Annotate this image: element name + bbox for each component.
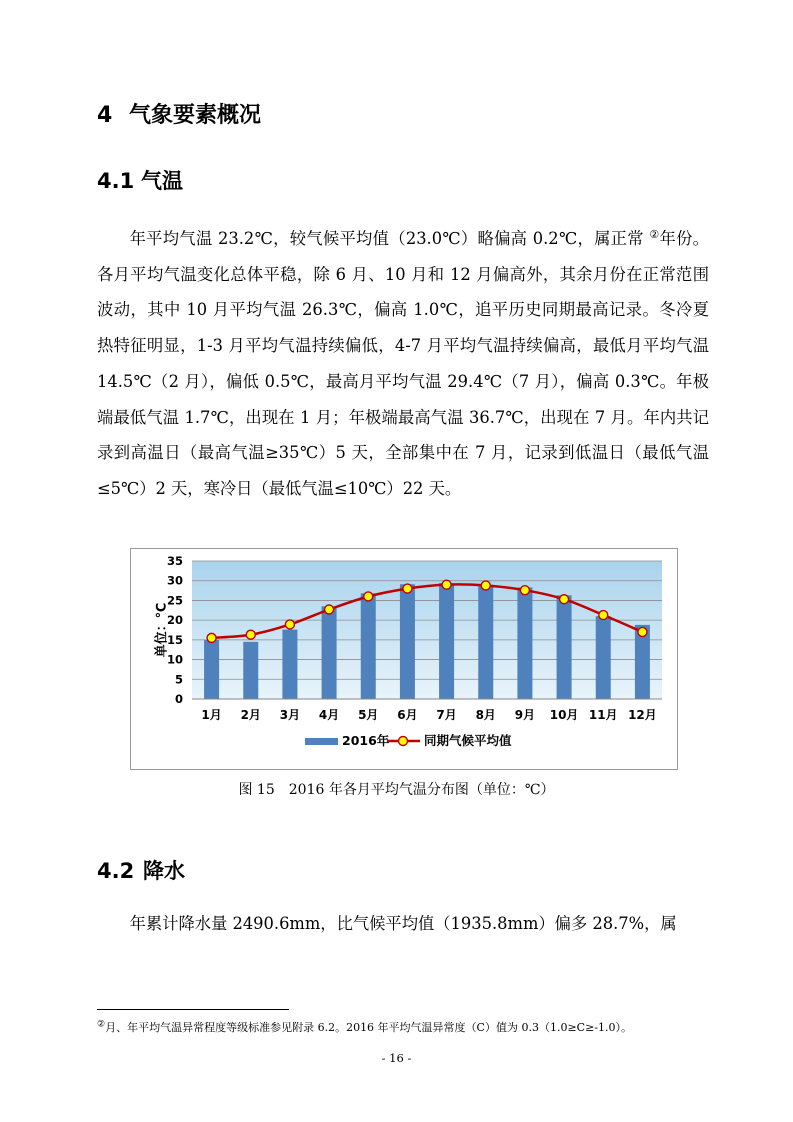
line-marker (560, 595, 569, 604)
temperature-chart-svg (131, 549, 677, 769)
x-tick-label: 2月 (240, 708, 261, 722)
footnote-mark: ② (97, 1019, 106, 1030)
y-tick-label: 20 (166, 613, 183, 628)
x-tick-label: 11月 (588, 708, 618, 722)
bar (400, 584, 415, 699)
bar (517, 587, 532, 699)
bar (204, 640, 219, 699)
footnote-text: 月、年平均气温异常程度等级标准参见附录 6.2。2016 年平均气温异常度（C）值为 0.3（1.0≥C≥-1.0）。 (105, 1021, 633, 1034)
x-tick-label: 8月 (475, 708, 496, 722)
y-tick-label: 10 (166, 652, 183, 667)
footnote (97, 1019, 632, 1035)
legend-label-2016: 2016年 (342, 733, 390, 748)
line-marker (442, 580, 451, 589)
line-marker (403, 584, 412, 593)
paragraph-text-rest: 年份。各月平均气温变化总体平稳，除 6 月、10 月和 12 月偏高外，其余月份在正常范围波动，其中 10 月平均气温 26.3℃，偏高 1.0℃，追平历史同期最高记录。冬冷夏热特征明显，1-3 月平均气温持续偏低，4-7 月平均气温持续偏高，最低月平均气温 14.5℃（2 月），偏低 0.5℃，最高月平均气温 29.4℃（7 月），偏高 0.3℃。年极端最低气温 1.7℃，出现在 1 月；年极端最高气温 36.7℃，出现在 7 月。年内共记录到高温日（最高气温≥35℃）5 天，全部集中在 7 月，记录到低温日（最低气温≤5℃）2 天，寒冷日（最低气温≤10℃）22 天。 (97, 229, 709, 498)
line-marker (638, 627, 647, 636)
footnote-reference-mark[interactable]: ② (649, 228, 660, 241)
subsection-title: 气温 (141, 169, 183, 193)
line-marker (520, 586, 529, 595)
x-tick-label: 4月 (318, 708, 340, 722)
y-tick-label: 0 (174, 692, 183, 706)
section-number: 4 (97, 103, 113, 128)
line-marker (246, 630, 255, 639)
x-tick-label: 6月 (397, 708, 418, 722)
x-tick-label: 1月 (201, 708, 222, 722)
line-marker (364, 592, 373, 601)
y-tick-label: 25 (166, 593, 183, 608)
page-number: - 16 - (381, 1051, 412, 1065)
bar (478, 585, 493, 699)
precipitation-paragraph: 年累计降水量 2490.6mm，比气候平均值（1935.8mm）偏多 28.7%，属 (129, 914, 677, 933)
bar (557, 595, 572, 699)
subsection-heading-temperature (97, 165, 183, 195)
x-tick-label: 7月 (436, 708, 457, 722)
y-tick-label: 30 (166, 573, 183, 588)
chart-legend (305, 733, 512, 748)
footnote-separator (97, 1009, 289, 1010)
bar (243, 642, 258, 699)
figure-caption: 图 15 2016 年各月平均气温分布图（单位：℃） (238, 782, 555, 798)
section-heading (97, 98, 261, 129)
section-title: 气象要素概况 (129, 103, 262, 128)
y-axis-label: 单位：℃ (154, 602, 170, 658)
bar (322, 606, 337, 699)
legend-swatch-marker (399, 737, 408, 746)
line-marker (481, 581, 490, 590)
y-tick-label: 35 (166, 554, 183, 568)
x-tick-label: 12月 (628, 708, 657, 722)
subsection-number: 4.2 (97, 859, 135, 883)
x-axis-tick-labels (201, 708, 656, 722)
paragraph-text-start: 年平均气温 23.2℃，较气候平均值（23.0℃）略偏高 0.2℃，属正常 (129, 229, 650, 248)
bar (596, 616, 611, 699)
temperature-chart (130, 548, 678, 770)
y-tick-label: 5 (174, 672, 183, 687)
y-tick-label: 15 (166, 632, 183, 647)
line-marker (325, 605, 334, 614)
line-marker (285, 620, 294, 629)
subsection-title: 降水 (143, 859, 185, 883)
x-tick-label: 10月 (549, 708, 579, 722)
subsection-heading-precipitation (97, 855, 185, 885)
legend-swatch-bar (305, 738, 338, 745)
subsection-number: 4.1 (97, 169, 135, 193)
legend-label-climate-average: 同期气候平均值 (424, 733, 512, 748)
x-tick-label: 3月 (279, 708, 301, 722)
line-marker (599, 611, 608, 620)
x-tick-label: 5月 (358, 708, 379, 722)
plot-area (192, 561, 662, 699)
bar (361, 593, 376, 699)
bar (439, 583, 454, 699)
temperature-paragraph (97, 217, 709, 507)
line-marker (207, 633, 216, 642)
bar (282, 630, 297, 699)
x-tick-label: 9月 (514, 708, 536, 722)
